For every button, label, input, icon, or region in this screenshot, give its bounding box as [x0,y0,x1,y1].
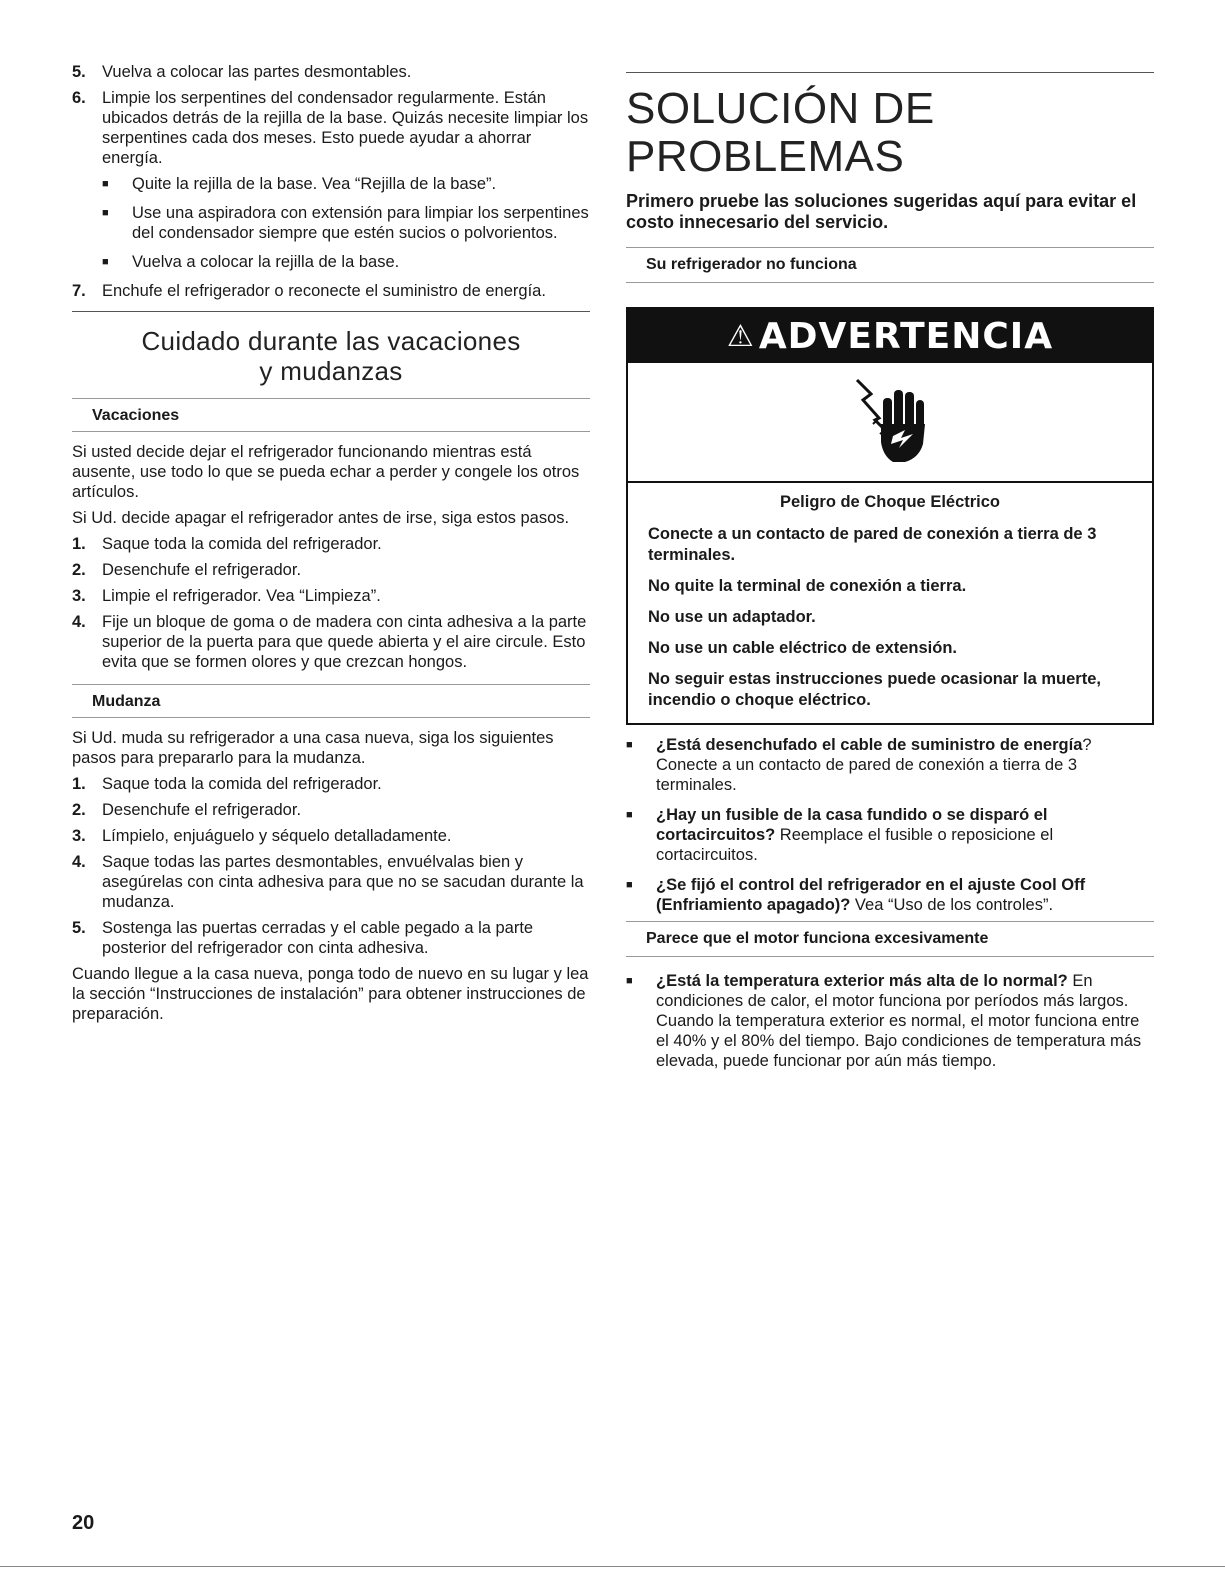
question-item: ■ ¿Se fijó el control del refrigerador en el ajuste Cool Off (Enfriamiento apagado)? Vea “Uso de los controles”. [626,876,1086,914]
warning-triangle-icon: ⚠ [726,318,755,354]
mudanza-closing: Cuando llegue a la casa nueva, ponga todo de nuevo en su lugar y lea la sección “Instrucciones de instalación” para obtener instrucciones de preparación. [72,965,589,1023]
vacaciones-para-2: Si Ud. decide apagar el refrigerador antes de irse, siga estos pasos. [72,509,570,527]
condenser-sub-bullets [102,174,590,272]
vacaciones-step-1: 1. Saque toda la comida del refrigerador. [72,535,382,553]
section-heading-not-working: Su refrigerador no funciona [626,247,1154,283]
list-item: ■ Vuelva a colocar la rejilla de la base. [102,253,400,271]
electrical-shock-hand-icon [845,372,935,472]
right-column [626,72,1154,1081]
warning-line: No use un cable eléctrico de extensión. [648,639,958,657]
page-number: 20 [72,1512,95,1534]
question-item: ■ ¿Está la temperatura exterior más alta de lo normal? En condiciones de calor, el motor funciona por períodos más largos. Cuando la temperatura exterior es normal, el motor funciona entre el 40% y el 80% del tiempo. Bajo condiciones de temperatura más elevada, puede funcionar por aún más tiempo. [626,972,1142,1070]
mudanza-para-1: Si Ud. muda su refrigerador a una casa nueva, siga los siguientes pasos para prepararlo para la mudanza. [72,729,554,767]
question-item: ■ ¿Hay un fusible de la casa fundido o se disparó el cortacircuitos? Reemplace el fusible o reposicione el cortacircuitos. [626,806,1054,864]
warning-line: No use un adaptador. [648,608,816,626]
page-bottom-rule [0,1566,1225,1567]
vacaciones-para-1: Si usted decide dejar el refrigerador funcionando mientras está ausente, use todo lo que se pueda echar a perder y congele los otros artículos. [72,443,580,501]
section-divider [72,311,590,312]
warning-line: Conecte a un contacto de pared de conexión a tierra de 3 terminales. [648,525,1097,564]
mudanza-heading: Mudanza [72,684,590,718]
mudanza-step-5: 5. Sostenga las puertas cerradas y el cable pegado a la parte posterior del refrigerador con cinta adhesiva. [72,919,534,957]
warning-header [628,309,1152,363]
vacation-section-title: Cuidado durante las vacaciones y mudanzas [141,326,521,386]
mudanza-step-2: 2. Desenchufe el refrigerador. [72,801,302,819]
warning-title: ADVERTENCIA [758,315,1054,357]
step-5: 5. Vuelva a colocar las partes desmontables. [72,63,412,81]
mudanza-step-4: 4. Saque todas las partes desmontables, envuélvalas bien y asegúrelas con cinta adhesiva para que no se sacudan durante la mudanza. [72,853,584,911]
vacaciones-heading: Vacaciones [72,398,590,432]
step-7: 7. Enchufe el refrigerador o reconecte el suministro de energía. [72,282,546,300]
title-top-rule [626,72,1154,73]
vacaciones-step-3: 3. Limpie el refrigerador. Vea “Limpieza”. [72,587,381,605]
warning-line: No seguir estas instrucciones puede ocasionar la muerte, incendio o choque eléctrico. [648,670,1101,709]
mudanza-step-3: 3. Límpielo, enjuáguelo y séquelo detalladamente. [72,827,452,845]
mudanza-step-1: 1. Saque toda la comida del refrigerador. [72,775,382,793]
intro-text: Primero pruebe las soluciones sugeridas aquí para evitar el costo innecesario del servicio. [626,191,1137,232]
vacaciones-step-4: 4. Fije un bloque de goma o de madera con cinta adhesiva a la parte superior de la puerta para que quede abierta y el aire circule. Esto evita que se formen olores y que crezcan hongos. [72,613,587,671]
step-6: 6. Limpie los serpentines del condensador regularmente. Están ubicados detrás de la rejilla de la base. Quizás necesite limpiar los serpentines cada dos meses. Esto puede ayudar a ahorrar energía. [72,89,589,167]
list-item: ■ Use una aspiradora con extensión para limpiar los serpentines del condensador siempre que estén sucios o polvorientos. [102,204,589,242]
question-item: ■ ¿Está desenchufado el cable de suministro de energía? Conecte a un contacto de pared de conexión a tierra de 3 terminales. [626,736,1092,794]
vacaciones-step-2: 2. Desenchufe el refrigerador. [72,561,302,579]
section-heading-motor: Parece que el motor funciona excesivamente [626,921,1154,957]
shock-icon-area [628,363,1152,483]
warning-line: No quite la terminal de conexión a tierra. [648,577,967,595]
hazard-title: Peligro de Choque Eléctrico [779,493,1001,511]
left-column [72,62,590,1030]
list-item: ■ Quite la rejilla de la base. Vea “Rejilla de la base”. [102,175,497,193]
warning-box [626,307,1154,725]
page-title: SOLUCIÓN DE PROBLEMAS [626,84,935,181]
warning-body [628,483,1152,723]
